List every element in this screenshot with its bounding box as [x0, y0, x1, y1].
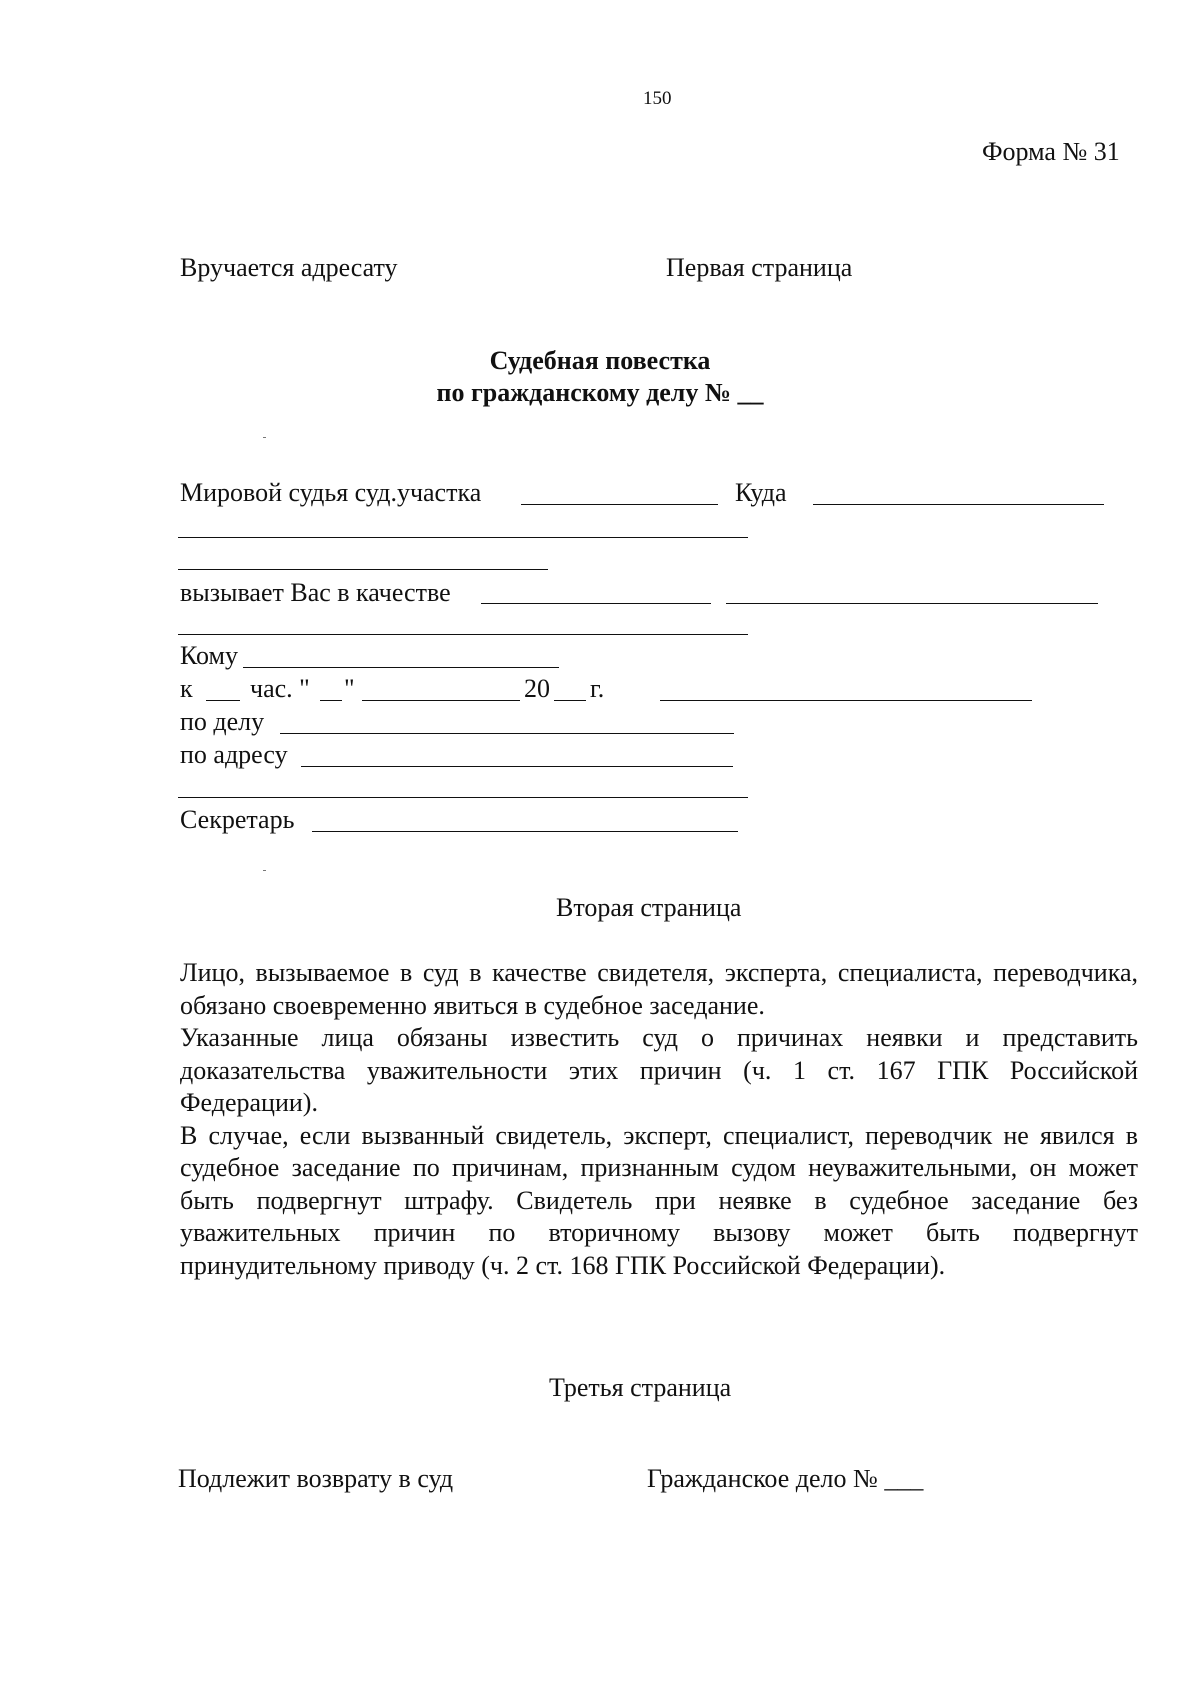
quote-close: " [344, 674, 355, 703]
blank-line[interactable] [178, 537, 748, 538]
first-page-label: Первая страница [666, 253, 853, 282]
form-label: Форма № 31 [982, 137, 1120, 166]
document-subtitle: по гражданскому делу № __ [436, 378, 764, 407]
judge-label: Мировой судья суд.участка [180, 478, 482, 507]
return-note: Подлежит возврату в суд [178, 1464, 454, 1493]
judge-plot-line[interactable] [521, 504, 718, 505]
second-page-heading: Вторая страница [556, 893, 742, 922]
delivery-note: Вручается адресату [180, 253, 398, 282]
scan-speck [263, 437, 266, 438]
address-line[interactable] [301, 766, 733, 767]
second-page-text [180, 957, 1138, 1282]
where-line[interactable] [813, 504, 1104, 505]
summons-label: вызывает Вас в качестве [180, 578, 451, 607]
month-line[interactable] [362, 700, 520, 701]
time-prefix: к [180, 674, 193, 703]
scan-speck [263, 870, 266, 871]
paragraph: В случае, если вызванный свидетель, эксперт, специалист, переводчик не явился в судебное заседание по причинам, признанным судом неуважительными, он может быть подвергнут штрафу. Свидетель при неявке в судебное заседание без уважительных причин по вторичному вызову может быть подвергнут принудительному приводу (ч. 2 ст. 168 ГПК Российской Федерации). [180, 1120, 1138, 1280]
blank-line[interactable] [178, 797, 748, 798]
document-title: Судебная повестка [489, 346, 711, 375]
year-suffix: г. [590, 674, 605, 703]
address-label: по адресу [180, 740, 288, 769]
year-prefix: 20 [524, 674, 550, 703]
day-line[interactable] [320, 700, 342, 701]
third-page-heading: Третья страница [549, 1373, 732, 1402]
year-line[interactable] [554, 700, 586, 701]
civil-case-number: Гражданское дело № ___ [647, 1464, 924, 1493]
secretary-line[interactable] [312, 831, 738, 832]
summons-extra-line[interactable] [726, 603, 1098, 604]
case-label: по делу [180, 707, 265, 736]
case-line[interactable] [280, 733, 734, 734]
paragraph: Лицо, вызываемое в суд в качестве свидетеля, эксперта, специалиста, переводчика, обязано своевременно явиться в судебное заседание. [180, 958, 1138, 1020]
blank-line[interactable] [178, 569, 548, 570]
blank-line[interactable] [178, 634, 748, 635]
time-extra-line[interactable] [660, 700, 1032, 701]
secretary-label: Секретарь [180, 805, 295, 834]
to-label: Кому [180, 641, 239, 670]
hour-line[interactable] [206, 700, 240, 701]
to-line[interactable] [243, 667, 559, 668]
summons-role-line[interactable] [481, 603, 711, 604]
page-number: 150 [643, 88, 672, 109]
paragraph: Указанные лица обязаны известить суд о причинах неявки и представить доказательства уважительности этих причин (ч. 1 ст. 167 ГПК Российской Федерации). [180, 1023, 1138, 1117]
hour-label: час. " [250, 674, 310, 703]
where-label: Куда [735, 478, 787, 507]
